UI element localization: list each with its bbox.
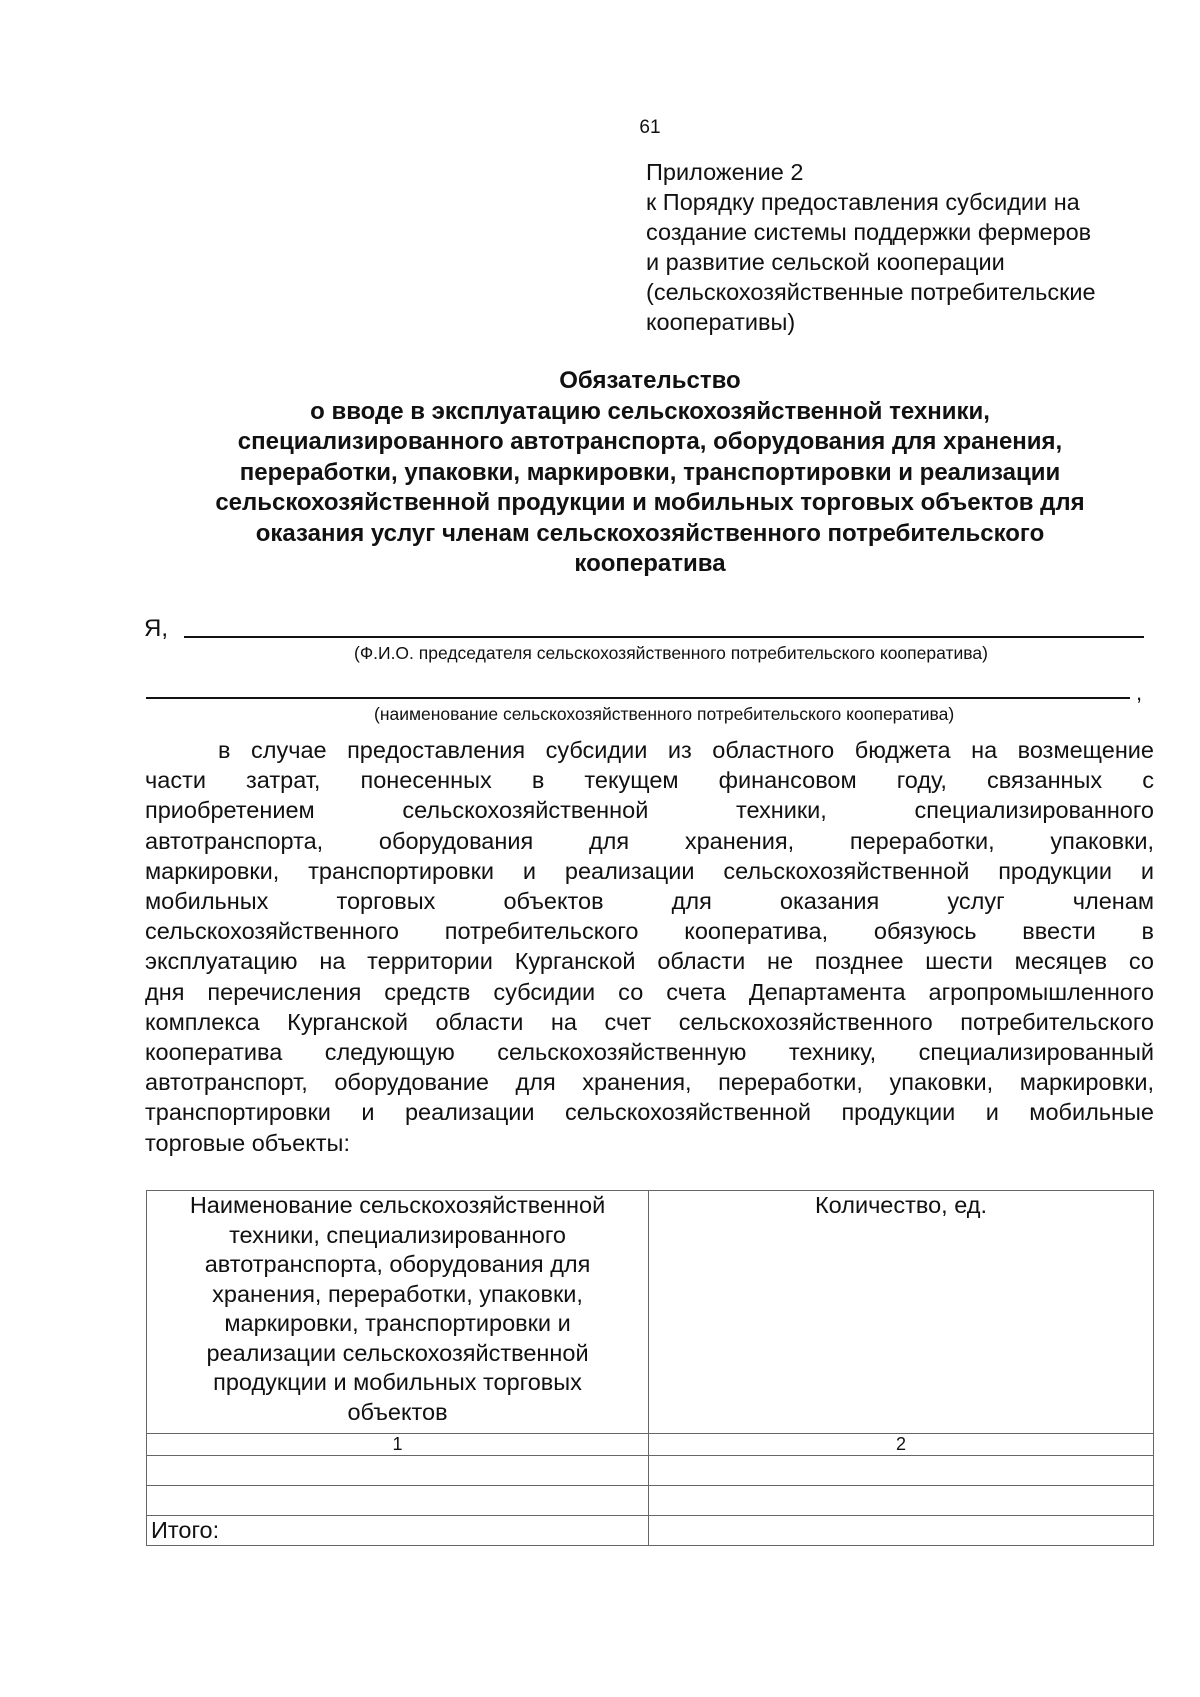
title-line: сельскохозяйственной продукции и мобильных торговых объектов для	[215, 489, 1085, 516]
document-title	[120, 366, 1180, 580]
fio-caption: (Ф.И.О. председателя сельскохозяйственного потребительского кооператива)	[354, 643, 988, 663]
body-line: дня перечисления средств субсидии со счета Департамента агропромышленного	[145, 978, 1154, 1005]
header-name-line: техники, специализированного	[229, 1221, 566, 1248]
title-line: оказания услуг членам сельскохозяйственного потребительского	[255, 519, 1045, 547]
total-quantity-cell[interactable]	[649, 1516, 1154, 1546]
total-label: Итого:	[147, 1516, 649, 1546]
header-cell-quantity: Количество, ед.	[649, 1191, 1154, 1434]
appendix-block	[646, 157, 1166, 337]
body-line: торговые объекты:	[145, 1129, 350, 1156]
header-name-line: хранения, переработки, упаковки,	[212, 1280, 583, 1307]
fio-fill-line[interactable]	[184, 636, 1144, 638]
column-number: 1	[147, 1434, 649, 1456]
table-header-row	[147, 1191, 1154, 1434]
name-cell[interactable]	[147, 1456, 649, 1486]
body-line: приобретением сельскохозяйственной техники, специализированного	[145, 797, 1154, 824]
body-line: автотранспорт, оборудование для хранения, переработки, упаковки, маркировки,	[145, 1069, 1154, 1096]
page-number: 61	[639, 117, 661, 138]
body-paragraph	[145, 735, 1154, 1158]
appendix-line: и развитие сельской кооперации	[646, 249, 1005, 275]
coop-name-caption: (наименование сельскохозяйственного потребительского кооператива)	[374, 704, 955, 724]
coop-name-fill-line[interactable]	[146, 697, 1130, 699]
body-line: сельскохозяйственного потребительского кооператива, обязуюсь ввести в	[145, 918, 1154, 945]
total-row	[147, 1516, 1154, 1546]
body-line: мобильных торговых объектов для оказания услуг членам	[145, 888, 1154, 915]
table-row	[147, 1486, 1154, 1516]
body-line: в случае предоставления субсидии из областного бюджета на возмещение	[218, 737, 1154, 763]
title-line: Обязательство	[559, 367, 741, 394]
column-number: 2	[649, 1434, 1154, 1456]
header-name-line: продукции и мобильных торговых	[213, 1369, 582, 1395]
header-name-line: маркировки, транспортировки и	[224, 1310, 571, 1336]
column-number-row	[147, 1434, 1154, 1456]
body-line: маркировки, транспортировки и реализации сельскохозяйственной продукции и	[145, 857, 1154, 884]
ya-label: Я,	[144, 615, 168, 642]
header-name-line: Наименование сельскохозяйственной	[189, 1192, 606, 1218]
body-line: автотранспорта, оборудования для хранения, переработки, упаковки,	[145, 827, 1154, 854]
body-line: кооператива следующую сельскохозяйственную технику, специализированный	[145, 1039, 1154, 1066]
body-line: комплекса Курганской области на счет сельскохозяйственного потребительского	[145, 1008, 1154, 1035]
title-line: о вводе в эксплуатацию сельскохозяйственной техники,	[310, 397, 990, 425]
appendix-line: к Порядку предоставления субсидии на	[646, 189, 1080, 215]
header-name-line: объектов	[347, 1398, 448, 1425]
appendix-line: (сельскохозяйственные потребительские	[646, 279, 1096, 305]
table-row	[147, 1456, 1154, 1486]
quantity-cell[interactable]	[649, 1486, 1154, 1516]
title-line: переработки, упаковки, маркировки, транспортировки и реализации	[239, 458, 1061, 486]
items-table	[146, 1190, 1154, 1546]
header-name-line: автотранспорта, оборудования для	[204, 1251, 591, 1277]
appendix-line: кооперативы)	[646, 309, 796, 335]
title-line: специализированного автотранспорта, оборудования для хранения,	[237, 428, 1063, 455]
body-line: транспортировки и реализации сельскохозяйственной продукции и мобильные	[145, 1099, 1154, 1126]
body-line: эксплуатацию на территории Курганской области не позднее шести месяцев со	[145, 948, 1154, 975]
header-cell-name	[147, 1191, 649, 1434]
body-line: части затрат, понесенных в текущем финансовом году, связанных с	[145, 767, 1154, 794]
quantity-cell[interactable]	[649, 1456, 1154, 1486]
appendix-line: создание системы поддержки фермеров	[646, 219, 1092, 245]
name-cell[interactable]	[147, 1486, 649, 1516]
comma-mark: ,	[1136, 680, 1143, 705]
title-line: кооператива	[574, 550, 726, 577]
header-name-line: реализации сельскохозяйственной	[206, 1339, 589, 1366]
appendix-line: Приложение 2	[646, 159, 804, 185]
